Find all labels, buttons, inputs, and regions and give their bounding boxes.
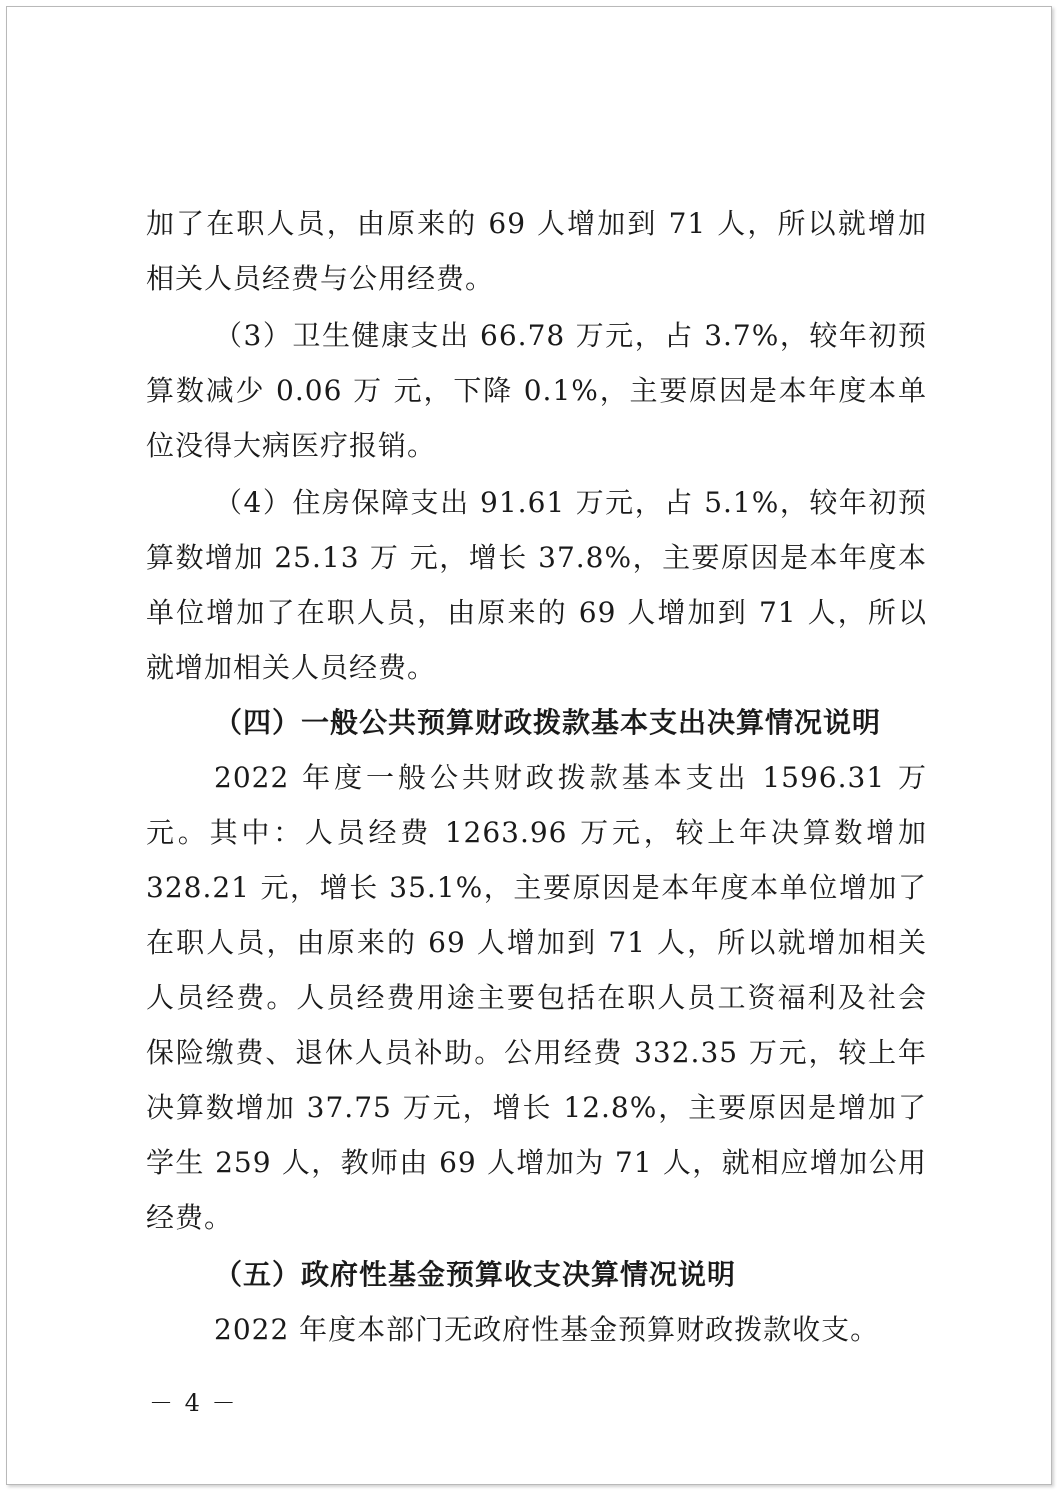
paragraph-basic-expenditure: 2022 年度一般公共财政拨款基本支出 1596.31 万元。其中：人员经费 1263.96 万元，较上年决算数增加 328.21 元，增长 35.1%，主要原因是本年度本单位增加了在职人员，由原来的 69 人增加到 71 人，所以就增加相关人员经费。人员经费用途主要包括在职人员工资福利及社会保险缴费、退休人员补助。公用经费 332.35 万元，较上年决算数增加 37.75 万元，增长 12.8%，主要原因是增加了学生 259 人，教师由 69 人增加为 71 人，就相应增加公用经费。 (146, 761, 927, 1234)
section-heading-basic-expenditure: （四）一般公共预算财政拨款基本支出决算情况说明 (214, 706, 882, 739)
paragraph-housing-expenditure: （4）住房保障支出 91.61 万元，占 5.1%，较年初预算数增加 25.13 万 元，增长 37.8%，主要原因是本年度本单位增加了在职人员，由原来的 69 人增加到 71 人，所以就增加相关人员经费。 (146, 486, 927, 684)
section-heading-government-fund: （五）政府性基金预算收支决算情况说明 (214, 1258, 737, 1291)
document-page (6, 6, 1052, 1485)
paragraph-health-expenditure: （3）卫生健康支出 66.78 万元，占 3.7%，较年初预算数减少 0.06 万 元，下降 0.1%，主要原因是本年度本单位没得大病医疗报销。 (146, 319, 927, 462)
document-body (146, 196, 927, 1357)
paragraph-government-fund: 2022 年度本部门无政府性基金预算财政拨款收支。 (214, 1313, 880, 1346)
paragraph-continuation: 加了在职人员，由原来的 69 人增加到 71 人，所以就增加相关人员经费与公用经费。 (146, 207, 927, 295)
page-number: － 4 － (149, 1389, 238, 1417)
